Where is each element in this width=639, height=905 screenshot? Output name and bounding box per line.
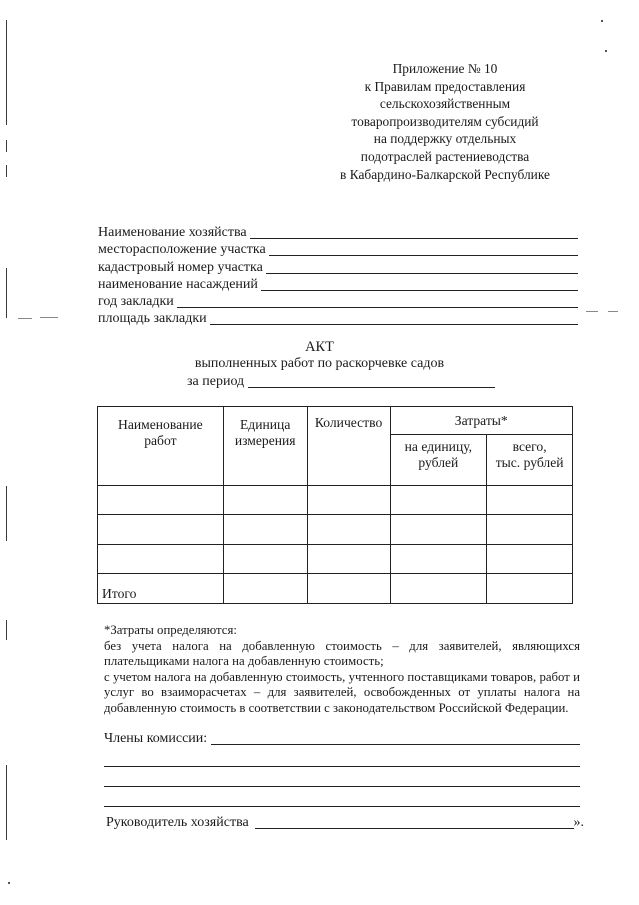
table-row-total: [98, 574, 573, 604]
head-label: Руководитель хозяйства: [106, 815, 249, 830]
appendix-header: [300, 60, 590, 183]
footnote-line: с учетом налога на добавленную стоимость, учтенного поставщиками товаров, работ и услуг во взаиморасчетах – для заявителей, освобожденных от уплаты налога на добавленную стоимость в соответствии с законодательством Российской Федерации.: [104, 669, 580, 715]
scan-edge-mark: [6, 486, 7, 541]
col-header-per-unit: на единицу, рублей: [390, 435, 487, 486]
table-cell[interactable]: [307, 486, 390, 515]
fill-line[interactable]: [177, 296, 578, 308]
field-label: площадь закладки: [98, 311, 207, 327]
table-cell[interactable]: [223, 545, 307, 574]
fill-line[interactable]: [255, 817, 574, 829]
field-plantings-name: [98, 276, 578, 293]
act-title: АКТ: [305, 339, 334, 355]
col-header-name: Наименование работ: [98, 407, 224, 486]
field-plot-location: [98, 241, 578, 258]
table-row: [98, 515, 573, 545]
fill-line[interactable]: [248, 376, 495, 388]
field-planting-area: [98, 310, 578, 327]
scan-edge-mark: [6, 620, 7, 640]
scan-edge-mark: [6, 140, 7, 152]
table-row: [98, 486, 573, 515]
table-cell[interactable]: [223, 486, 307, 515]
table-cell[interactable]: [98, 545, 224, 574]
fill-line[interactable]: [250, 227, 578, 239]
table-cell[interactable]: [98, 515, 224, 545]
table-cell[interactable]: [307, 545, 390, 574]
appendix-line: товаропроизводителям субсидий: [351, 113, 539, 129]
scan-dash: [40, 317, 58, 318]
fill-line[interactable]: [104, 787, 580, 807]
scan-dot: [601, 20, 603, 22]
scan-dot: [8, 882, 10, 884]
appendix-line: сельскохозяйственным: [379, 96, 511, 112]
appendix-line: к Правилам предоставления: [364, 78, 526, 94]
field-label: наименование насаждений: [98, 276, 258, 292]
total-label: Итого: [98, 574, 224, 604]
table-cell[interactable]: [390, 545, 487, 574]
field-label: год закладки: [98, 293, 174, 309]
field-label: месторасположение участка: [98, 242, 266, 258]
scan-edge-mark: [6, 20, 7, 125]
fill-line[interactable]: [266, 262, 578, 274]
table-cell[interactable]: [390, 515, 487, 545]
table-cell[interactable]: [307, 574, 390, 604]
head-of-farm-signature: [106, 815, 584, 831]
table-cell[interactable]: [223, 515, 307, 545]
col-header-costs: Затраты*: [390, 407, 572, 435]
footnote-line: без учета налога на добавленную стоимость – для заявителей, являющихся плательщиками налога на добавленную стоимость;: [104, 638, 580, 669]
table-cell[interactable]: [390, 486, 487, 515]
period-field: [187, 374, 495, 390]
fill-line[interactable]: [211, 733, 580, 745]
field-farm-name: [98, 224, 578, 241]
fill-line[interactable]: [261, 279, 578, 291]
field-planting-year: [98, 293, 578, 310]
field-label: Наименование хозяйства: [98, 225, 247, 241]
table-cell[interactable]: [390, 574, 487, 604]
appendix-line: Приложение № 10: [392, 61, 498, 76]
scan-edge-mark: [6, 165, 7, 177]
table-cell[interactable]: [98, 486, 224, 515]
fill-line[interactable]: [104, 767, 580, 787]
scan-dot: [605, 50, 607, 52]
head-suffix: ».: [573, 815, 584, 830]
table-cell[interactable]: [487, 486, 573, 515]
table-cell[interactable]: [223, 574, 307, 604]
fill-line[interactable]: [210, 313, 578, 325]
appendix-line: в Кабардино-Балкарской Республике: [340, 166, 550, 182]
scan-dash: [18, 318, 32, 319]
scan-edge-mark: [6, 268, 7, 318]
table-cell[interactable]: [307, 515, 390, 545]
fill-line[interactable]: [269, 244, 578, 256]
members-label: Члены комиссии:: [104, 731, 208, 746]
fill-line[interactable]: [104, 747, 580, 767]
costs-footnote: [104, 623, 580, 717]
field-label: кадастровый номер участка: [98, 259, 263, 275]
col-header-unit: Единица измерения: [223, 407, 307, 486]
appendix-line: подотраслей растениеводства: [360, 148, 530, 164]
scan-dash: [608, 311, 618, 312]
members-first-line: [104, 730, 580, 747]
works-table: [97, 406, 573, 604]
scan-dash: [586, 311, 598, 312]
footnote-heading: *Затраты определяются:: [104, 623, 237, 637]
scan-edge-mark: [6, 765, 7, 840]
period-label: за период: [187, 374, 245, 389]
field-cadastral-number: [98, 258, 578, 275]
table-cell[interactable]: [487, 574, 573, 604]
act-subtitle: выполненных работ по раскорчевке садов: [194, 356, 445, 371]
commission-members: [104, 730, 580, 807]
table-cell[interactable]: [487, 515, 573, 545]
appendix-line: на поддержку отдельных: [373, 131, 517, 147]
col-header-total: всего, тыс. рублей: [487, 435, 573, 486]
table-cell[interactable]: [487, 545, 573, 574]
col-header-quantity: Количество: [307, 407, 390, 486]
table-row: [98, 545, 573, 574]
farm-info-fields: [98, 224, 578, 327]
